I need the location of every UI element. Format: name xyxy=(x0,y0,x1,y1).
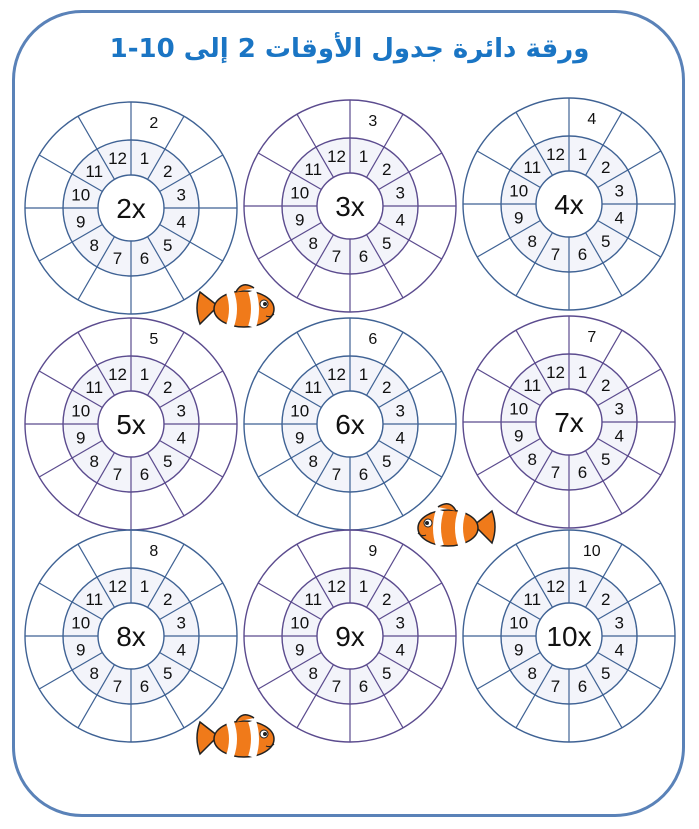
multiplier-number: 8 xyxy=(89,235,99,255)
answer-example: 3 xyxy=(368,112,378,130)
multiplier-number: 3 xyxy=(176,185,186,205)
times-wheel xyxy=(463,530,675,742)
multiplier-number: 5 xyxy=(382,233,392,253)
multiplier-number: 6 xyxy=(139,465,150,485)
multiplier-number: 4 xyxy=(395,210,405,230)
multiplier-number: 2 xyxy=(163,590,173,610)
multiplier-number: 5 xyxy=(382,663,392,683)
multiplier-number: 12 xyxy=(327,576,347,596)
multiplier-number: 1 xyxy=(358,576,369,596)
multiplier-number: 4 xyxy=(176,212,186,232)
multiplier-number: 9 xyxy=(295,428,305,448)
multiplier-number: 8 xyxy=(89,451,99,471)
multiplier-number: 2 xyxy=(601,376,611,396)
answer-example: 8 xyxy=(149,542,159,560)
multiplier-number: 7 xyxy=(112,249,123,269)
multiplier-number: 1 xyxy=(577,576,588,596)
multiplier-number: 6 xyxy=(139,249,150,269)
multiplier-number: 3 xyxy=(395,401,405,421)
multiplier-number: 5 xyxy=(601,449,611,469)
wheel-center-label: 4x xyxy=(554,189,584,220)
multiplier-number: 3 xyxy=(614,399,624,419)
multiplier-number: 9 xyxy=(514,640,524,660)
multiplier-number: 9 xyxy=(514,426,524,446)
multiplier-number: 6 xyxy=(358,465,369,485)
multiplier-number: 6 xyxy=(577,463,588,483)
multiplier-number: 1 xyxy=(139,576,150,596)
multiplier-number: 11 xyxy=(523,158,542,178)
multiplier-number: 8 xyxy=(308,451,318,471)
multiplier-number: 6 xyxy=(358,677,369,697)
multiplier-number: 10 xyxy=(71,185,91,205)
multiplier-number: 3 xyxy=(395,183,405,203)
multiplier-number: 11 xyxy=(85,162,104,182)
multiplier-number: 8 xyxy=(308,233,318,253)
multiplier-number: 12 xyxy=(327,364,347,384)
multiplier-number: 8 xyxy=(308,663,318,683)
multiplier-number: 9 xyxy=(295,640,305,660)
multiplier-number: 6 xyxy=(577,245,588,265)
multiplier-number: 10 xyxy=(509,399,529,419)
clownfish-icon xyxy=(408,497,500,559)
multiplier-number: 4 xyxy=(395,640,405,660)
multiplier-number: 5 xyxy=(163,235,173,255)
answer-example: 6 xyxy=(368,330,378,348)
multiplier-number: 7 xyxy=(331,247,342,267)
multiplier-number: 4 xyxy=(614,426,624,446)
multiplier-number: 12 xyxy=(108,576,128,596)
multiplier-number: 9 xyxy=(76,640,86,660)
multiplier-number: 5 xyxy=(163,451,173,471)
multiplier-number: 5 xyxy=(601,663,611,683)
multiplier-number: 1 xyxy=(577,362,588,382)
multiplier-number: 12 xyxy=(546,576,566,596)
multiplier-number: 1 xyxy=(139,364,150,384)
multiplier-number: 11 xyxy=(85,378,104,398)
multiplier-number: 8 xyxy=(527,231,537,251)
multiplier-number: 12 xyxy=(108,364,128,384)
wheel-center-label: 5x xyxy=(116,409,146,440)
multiplier-number: 10 xyxy=(509,613,529,633)
clownfish-icon xyxy=(192,278,284,340)
multiplier-number: 10 xyxy=(71,401,91,421)
multiplier-number: 4 xyxy=(395,428,405,448)
wheel-center-label: 6x xyxy=(335,409,365,440)
multiplier-number: 10 xyxy=(509,181,529,201)
multiplier-number: 12 xyxy=(546,362,566,382)
multiplier-number: 6 xyxy=(358,247,369,267)
multiplier-number: 9 xyxy=(295,210,305,230)
multiplier-number: 10 xyxy=(71,613,91,633)
answer-example: 10 xyxy=(582,542,601,560)
multiplier-number: 5 xyxy=(163,663,173,683)
multiplier-number: 1 xyxy=(139,148,150,168)
multiplier-number: 1 xyxy=(358,146,369,166)
multiplier-number: 4 xyxy=(176,640,186,660)
multiplier-number: 2 xyxy=(382,378,392,398)
multiplier-number: 11 xyxy=(304,378,323,398)
multiplier-number: 8 xyxy=(89,663,99,683)
answer-example: 5 xyxy=(149,330,159,348)
wheel-center-label: 8x xyxy=(116,621,146,652)
times-wheel xyxy=(463,98,675,310)
multiplier-number: 2 xyxy=(382,590,392,610)
multiplier-number: 9 xyxy=(76,212,86,232)
multiplier-number: 11 xyxy=(523,376,542,396)
multiplier-number: 2 xyxy=(163,162,173,182)
multiplier-number: 6 xyxy=(577,677,588,697)
multiplier-number: 12 xyxy=(108,148,128,168)
multiplier-number: 7 xyxy=(550,463,561,483)
multiplier-number: 3 xyxy=(395,613,405,633)
wheel-center-label: 9x xyxy=(335,621,365,652)
multiplier-number: 3 xyxy=(614,613,624,633)
wheel-center-label: 3x xyxy=(335,191,365,222)
clownfish-icon xyxy=(192,708,284,770)
multiplier-number: 2 xyxy=(601,590,611,610)
multiplier-number: 10 xyxy=(290,183,310,203)
multiplier-number: 11 xyxy=(85,590,104,610)
answer-example: 9 xyxy=(368,542,378,560)
multiplier-number: 2 xyxy=(382,160,392,180)
multiplier-number: 12 xyxy=(327,146,347,166)
multiplier-number: 8 xyxy=(527,449,537,469)
multiplier-number: 1 xyxy=(577,144,588,164)
multiplier-number: 3 xyxy=(176,401,186,421)
multiplier-number: 7 xyxy=(550,245,561,265)
multiplier-number: 2 xyxy=(163,378,173,398)
multiplier-number: 3 xyxy=(614,181,624,201)
wheel-center-label: 7x xyxy=(554,407,584,438)
worksheet-title: ورقة دائرة جدول الأوقات 2 إلى 10-1 xyxy=(109,34,590,64)
answer-example: 4 xyxy=(587,110,597,128)
times-wheel xyxy=(25,318,237,530)
multiplier-number: 7 xyxy=(331,465,342,485)
multiplier-number: 10 xyxy=(290,613,310,633)
multiplier-number: 3 xyxy=(176,613,186,633)
answer-example: 7 xyxy=(587,328,597,346)
multiplier-number: 8 xyxy=(527,663,537,683)
multiplier-number: 9 xyxy=(514,208,524,228)
multiplier-number: 7 xyxy=(331,677,342,697)
multiplier-number: 2 xyxy=(601,158,611,178)
multiplier-number: 11 xyxy=(304,590,323,610)
wheel-center-label: 10x xyxy=(546,621,592,652)
multiplier-number: 7 xyxy=(550,677,561,697)
multiplier-number: 7 xyxy=(112,465,123,485)
multiplier-number: 9 xyxy=(76,428,86,448)
multiplier-number: 1 xyxy=(358,364,369,384)
multiplier-number: 5 xyxy=(601,231,611,251)
multiplier-number: 4 xyxy=(614,640,624,660)
wheel-center-label: 2x xyxy=(116,193,146,224)
answer-example: 2 xyxy=(149,114,159,132)
multiplier-number: 12 xyxy=(546,144,566,164)
multiplier-number: 11 xyxy=(523,590,542,610)
multiplier-number: 11 xyxy=(304,160,323,180)
multiplier-number: 4 xyxy=(176,428,186,448)
multiplier-number: 5 xyxy=(382,451,392,471)
multiplier-number: 7 xyxy=(112,677,123,697)
multiplier-number: 6 xyxy=(139,677,150,697)
multiplier-number: 10 xyxy=(290,401,310,421)
multiplier-number: 4 xyxy=(614,208,624,228)
